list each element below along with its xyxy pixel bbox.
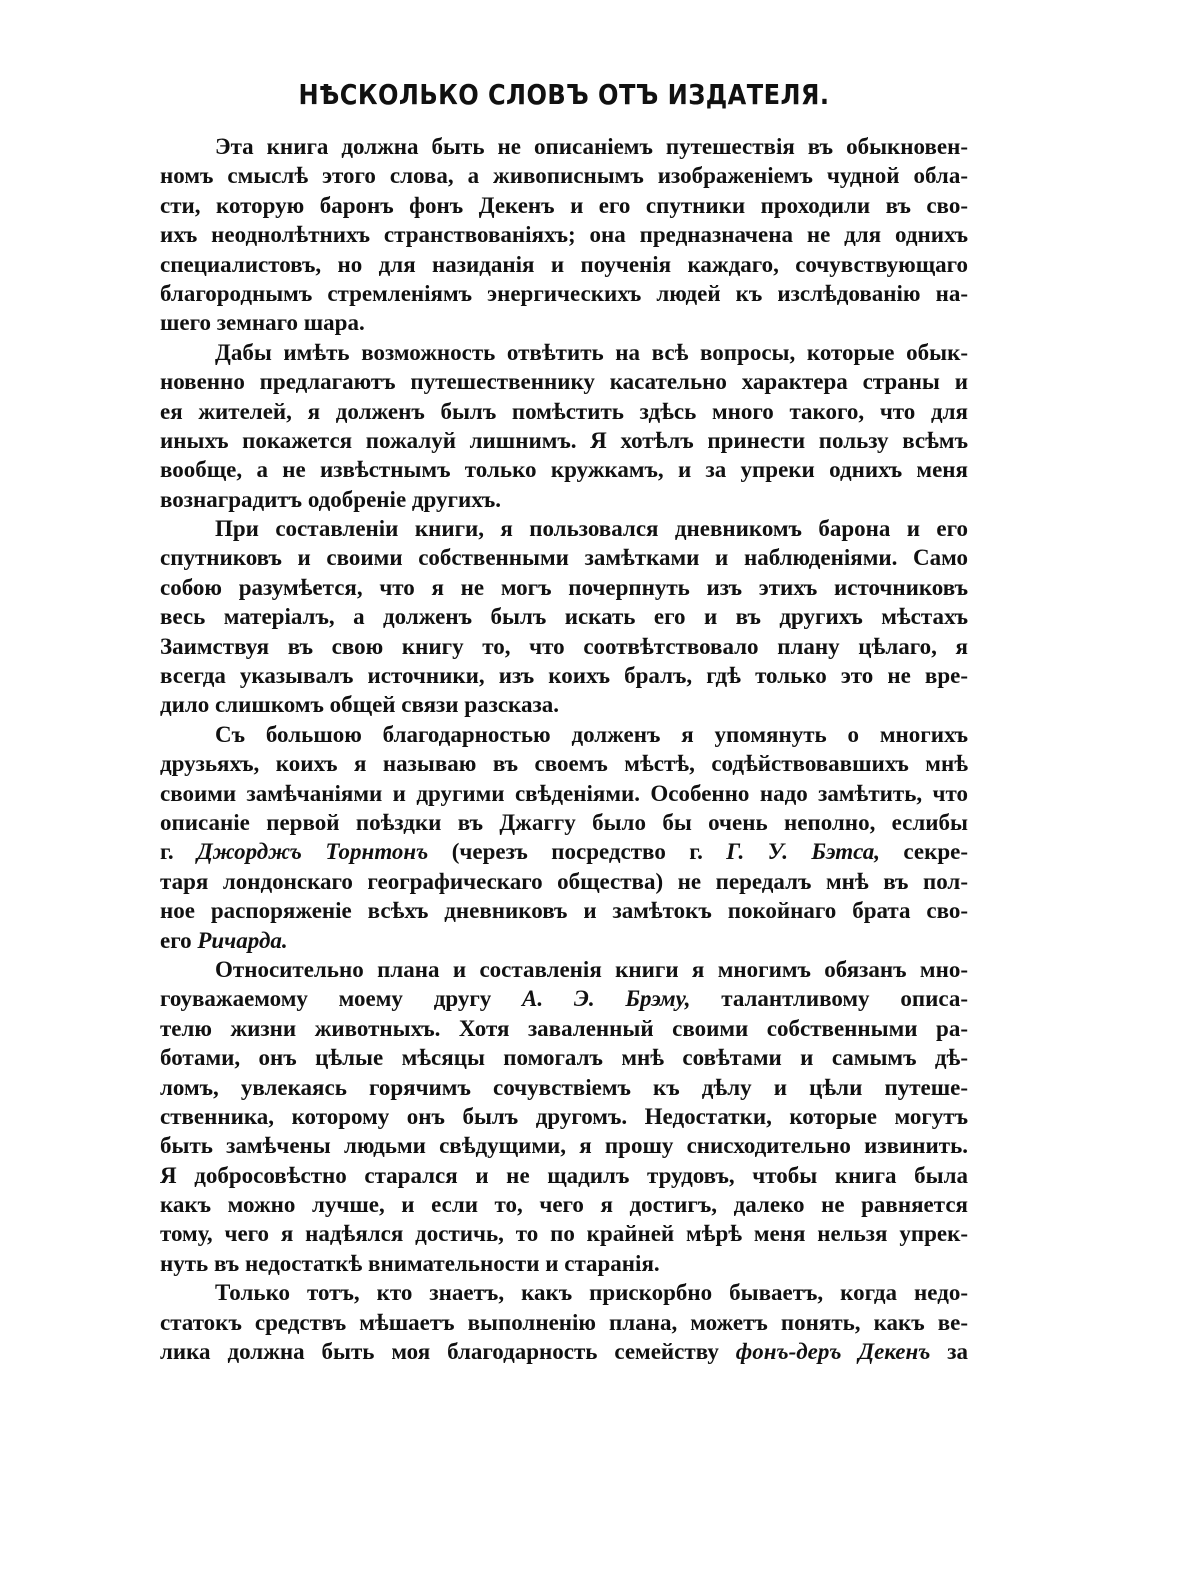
text-line: быть замѣчены людьми свѣдущими, я прошу снисходительно извинить.	[160, 1133, 968, 1159]
text-line: ное распоряженiе всѣхъ дневниковъ и замѣтокъ покойнаго брата сво-	[160, 898, 968, 924]
text-line: весь матерiалъ, а долженъ былъ искать его и въ другихъ мѣстахъ	[160, 604, 968, 630]
text-line: Заимствуя въ свою книгу то, что соотвѣтствовало плану цѣлаго, я	[160, 633, 968, 659]
body-text	[160, 132, 968, 1366]
text-line: При составленiи книги, я пользовался дневникомъ барона и его	[215, 516, 968, 542]
text-line: Только тотъ, кто знаетъ, какъ прискорбно бываетъ, когда недо-	[215, 1280, 968, 1306]
text-line: ботами, онъ цѣлые мѣсяцы помогалъ мнѣ совѣтами и самымъ дѣ-	[160, 1045, 968, 1071]
person-name: фонъ-деръ Декенъ	[735, 1339, 931, 1365]
text-line	[160, 926, 968, 955]
text-line: Эта книга должна быть не описанiемъ путешествiя въ обыкновен-	[215, 134, 968, 159]
text-segment: талантливому описа-	[721, 986, 968, 1012]
text-line	[160, 837, 968, 866]
text-segment: за	[947, 1339, 969, 1365]
text-line: Дабы имѣть возможность отвѣтить на всѣ вопросы, которые обык-	[215, 339, 968, 365]
person-name: А. Э. Брэму,	[522, 986, 691, 1012]
text-line: иныхъ покажется пожалуй лишнимъ. Я хотѣлъ принести пользу всѣмъ	[160, 427, 968, 453]
text-line: тому, чего я надѣялся достичь, то по крайней мѣрѣ меня нельзя упрек-	[160, 1221, 968, 1247]
text-line: нуть въ недостаткѣ внимательности и старанiя.	[160, 1250, 660, 1276]
text-line: ихъ неоднолѣтнихъ странствованiяхъ; она предназначена не для однихъ	[160, 222, 968, 248]
text-line: благороднымъ стремленiямъ энергическихъ людей къ изслѣдованiю на-	[160, 280, 968, 306]
text-line: ея жителей, я долженъ былъ помѣстить здѣсь много такого, что для	[160, 398, 968, 424]
person-name: Джорджъ Торнтонъ	[197, 839, 429, 865]
text-line: номъ смыслѣ этого слова, а живописнымъ изображенiемъ чудной обла-	[160, 163, 968, 189]
text-line: вознаградитъ одобренiе другихъ.	[160, 486, 502, 512]
text-line: вообще, а не извѣстнымъ только кружкамъ, и за упреки однихъ меня	[160, 457, 968, 483]
text-line: всегда указывалъ источники, изъ коихъ бралъ, гдѣ только это не вре-	[160, 663, 968, 689]
text-segment: (черезъ посредство г.	[451, 839, 703, 865]
text-line: статокъ средствъ мѣшаетъ выполненiю плана, можетъ понять, какъ ве-	[160, 1309, 968, 1335]
text-line: какъ можно лучше, и если то, чего я достигъ, далеко не равняется	[160, 1192, 968, 1218]
text-line: телю жизни животныхъ. Хотя заваленный своими собственными ра-	[160, 1015, 968, 1041]
text-line: описанiе первой поѣздки въ Джаггу было бы очень неполно, еслибы	[160, 809, 968, 835]
text-line: дило слишкомъ общей связи разсказа.	[160, 692, 559, 718]
text-line: своими замѣчанiями и другими свѣденiями. Особенно надо замѣтить, что	[160, 780, 968, 806]
text-line: специалистовъ, но для назиданiя и поученiя каждаго, сочувствующаго	[160, 251, 968, 277]
text-line	[160, 1337, 968, 1366]
text-line: собою разумѣется, что я не могъ почерпнуть изъ этихъ источниковъ	[160, 574, 968, 600]
text-line: ломъ, увлекаясь горячимъ сочувствiемъ къ дѣлу и цѣли путеше-	[160, 1074, 968, 1100]
page-title: НѢСКОЛЬКО СЛОВЪ ОТЪ ИЗДАТЕЛЯ.	[298, 78, 830, 111]
text-line	[160, 984, 968, 1013]
text-line: друзьяхъ, коихъ я называю въ своемъ мѣстѣ, содѣйствовавшихъ мнѣ	[160, 751, 968, 777]
text-line: таря лондонскаго географическаго общества) не передалъ мнѣ въ пол-	[160, 868, 968, 894]
text-segment: его	[160, 927, 192, 953]
text-segment: лика должна быть моя благодарность семейству	[160, 1339, 719, 1365]
text-line: спутниковъ и своими собственными замѣтками и наблюденiями. Само	[160, 545, 968, 571]
text-segment: секре-	[903, 839, 969, 865]
text-line: сти, которую баронъ фонъ Декенъ и его спутники проходили въ сво-	[160, 192, 968, 218]
person-name: Г. У. Бэтса,	[726, 839, 880, 865]
text-line: Относительно плана и составленiя книги я многимъ обязанъ мно-	[215, 956, 968, 982]
text-line: Я добросовѣстно старался и не щадилъ трудовъ, чтобы книга была	[160, 1162, 968, 1188]
text-segment: гоуважаемому моему другу	[160, 986, 492, 1012]
person-name: Ричарда.	[197, 927, 288, 953]
text-segment: г.	[160, 839, 174, 865]
text-line: новенно предлагаютъ путешественнику касательно характера страны и	[160, 369, 968, 395]
text-line: ственника, которому онъ былъ другомъ. Недостатки, которые могутъ	[160, 1103, 968, 1129]
text-line: Съ большою благодарностью долженъ я упомянуть о многихъ	[215, 721, 968, 747]
text-line: шего земнаго шара.	[160, 310, 365, 336]
